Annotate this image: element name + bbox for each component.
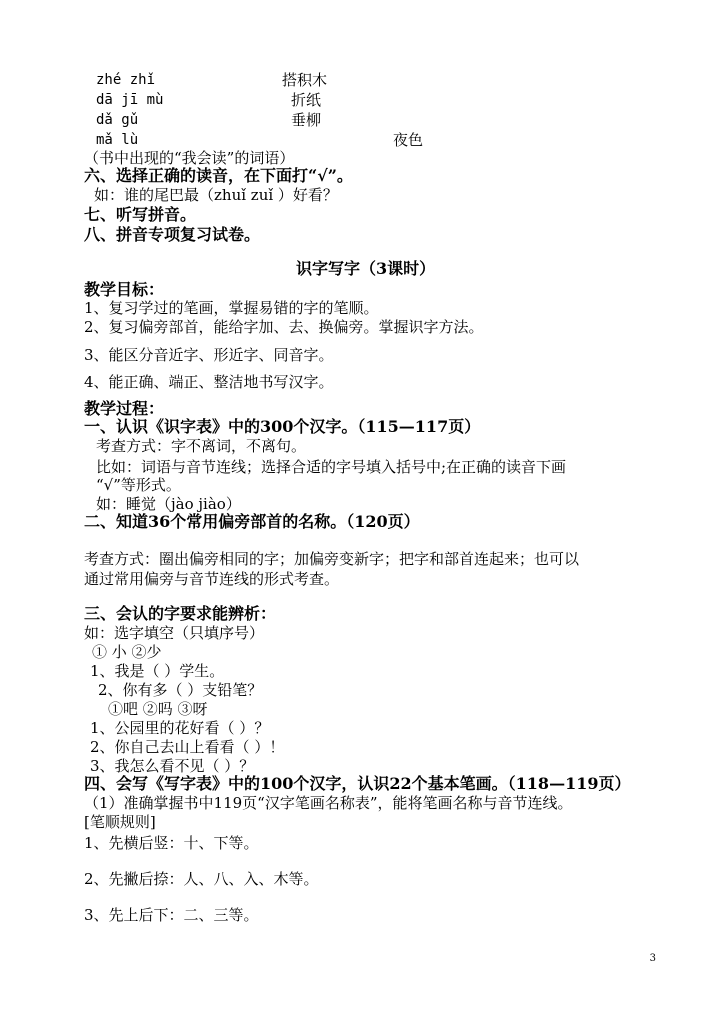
rule-1: 1、先横后竖：十、下等。 xyxy=(84,834,259,852)
rule-2: 2、先撇后捺：人、八、入、木等。 xyxy=(84,870,319,888)
word-3: 垂柳 xyxy=(291,111,322,129)
question-b-2: 2、你自己去山上看看（ ）！ xyxy=(90,738,285,756)
goals-title: 教学目标： xyxy=(84,280,165,299)
goal-3: 3、能区分音近字、形近字、同音字。 xyxy=(84,346,334,364)
process-title: 教学过程： xyxy=(84,399,165,418)
goal-2: 2、复习偏旁部首，能给字加、去、换偏旁。掌握识字方法。 xyxy=(84,318,484,336)
rule-3: 3、先上后下：二、三等。 xyxy=(84,906,259,924)
section-6-example: 如：谁的尾巴最（zhuǐ zuǐ ）好看？ xyxy=(94,186,338,204)
section-7-title: 七、听写拼音。 xyxy=(84,205,197,224)
unit-title: 识字写字（3课时） xyxy=(296,259,436,278)
options-a: ① 小 ②少 xyxy=(92,643,162,661)
process-4-item-1: （1）准确掌握书中119页“汉字笔画名称表”，能将笔画名称与音节连线。 xyxy=(84,794,573,812)
page-number: 3 xyxy=(649,953,656,964)
process-2-way-1: 考查方式：圈出偏旁相同的字；加偏旁变新字；把字和部首连起来；也可以 xyxy=(84,550,580,568)
pinyin-4: mǎ lù xyxy=(96,132,139,148)
question-b-3: 3、我怎么看不见（ ）？ xyxy=(90,757,255,775)
process-2-title: 二、知道36个常用偏旁部首的名称。（120页） xyxy=(84,512,420,531)
goal-4: 4、能正确、端正、整洁地书写汉字。 xyxy=(84,373,334,391)
options-b: ①吧 ②吗 ③呀 xyxy=(108,700,208,718)
process-1-example-3: 如：睡觉（jào jiào） xyxy=(96,495,241,513)
pinyin-2: dā jī mù xyxy=(96,92,164,108)
goal-1: 1、复习学过的笔画，掌握易错的字的笔顺。 xyxy=(84,299,379,317)
pinyin-3: dǎ gǔ xyxy=(96,112,139,128)
note-words: （书中出现的“我会读”的词语） xyxy=(84,149,295,167)
process-3-intro: 如：选字填空（只填序号） xyxy=(84,624,265,642)
process-1-example-2: “√”等形式。 xyxy=(96,476,181,494)
word-2: 折纸 xyxy=(291,91,322,109)
question-a-1: 1、我是（ ）学生。 xyxy=(90,662,225,680)
section-8-title: 八、拼音专项复习试卷。 xyxy=(84,225,261,244)
process-2-way-2: 通过常用偏旁与音节连线的形式考查。 xyxy=(84,570,340,588)
question-b-1: 1、公园里的花好看（ ）？ xyxy=(90,719,270,737)
rules-title: [笔顺规则] xyxy=(84,813,156,831)
pinyin-1: zhé zhǐ xyxy=(96,72,156,88)
word-4: 夜色 xyxy=(393,131,424,149)
word-1: 搭积木 xyxy=(282,71,328,89)
process-4-title: 四、会写《写字表》中的100个汉字，认识22个基本笔画。（118—119页） xyxy=(84,774,631,793)
process-1-title: 一、认识《识字表》中的300个汉字。（115—117页） xyxy=(84,417,481,436)
question-a-2: 2、你有多（ ）支铅笔？ xyxy=(98,681,263,699)
process-1-way: 考查方式：字不离词，不离句。 xyxy=(96,437,307,455)
section-6-title: 六、选择正确的读音，在下面打“√”。 xyxy=(84,166,353,185)
process-3-title: 三、会认的字要求能辨析： xyxy=(84,604,277,623)
process-1-example-1: 比如：词语与音节连线；选择合适的字号填入括号中;在正确的读音下画 xyxy=(96,458,567,476)
